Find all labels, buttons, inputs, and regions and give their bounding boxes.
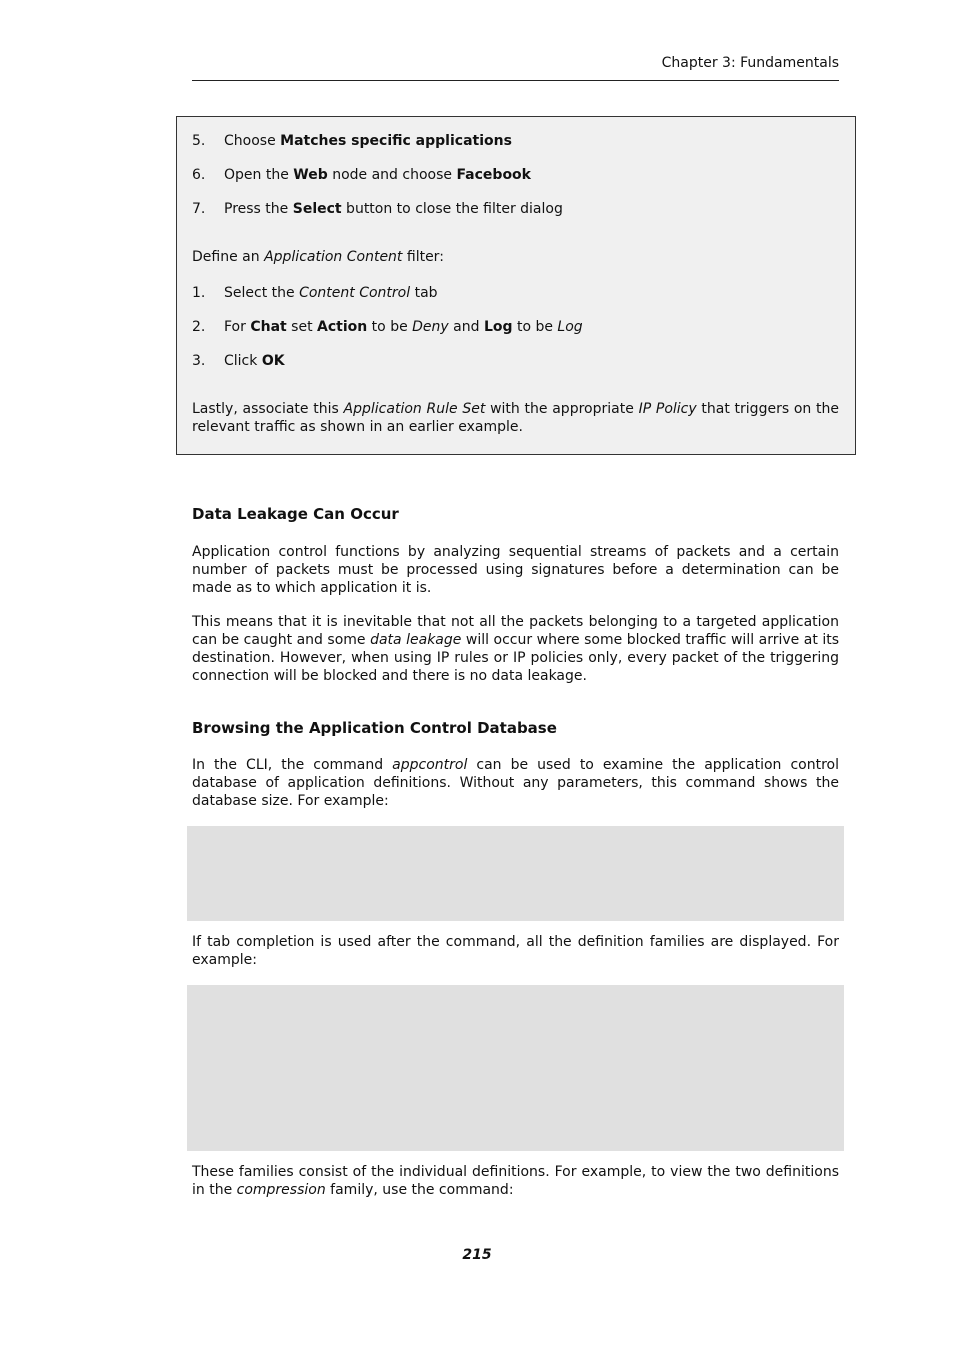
text-run: that triggers on the relevant traffic as shown in an earlier example. [192, 401, 840, 435]
text-run: and [448, 319, 484, 335]
italic-term: IP Policy [638, 401, 697, 417]
text-run: Select the [224, 285, 300, 301]
bold-term: Facebook [456, 167, 531, 183]
italic-term: Application Content [264, 249, 403, 265]
running-header: Chapter 3: Fundamentals [661, 55, 839, 71]
bold-term: Select [292, 201, 342, 217]
text-run: Define an [192, 249, 265, 265]
text-run: Open the [224, 167, 294, 183]
bold-term: Log [483, 319, 513, 335]
list-number: 3. [192, 353, 206, 369]
bold-term: Chat [250, 319, 287, 335]
list-text [224, 133, 512, 149]
define-paragraph [192, 248, 839, 266]
lastly-paragraph [192, 400, 839, 436]
page-number: 215 [462, 1247, 492, 1263]
text-run: node and choose [327, 167, 457, 183]
italic-term: Application Rule Set [343, 401, 486, 417]
text-run: These families consist of the individual definitions. For example, to view the two definitions in the [192, 1164, 839, 1198]
text-run: to be [512, 319, 558, 335]
procedure-box [176, 116, 856, 455]
list-text [224, 353, 285, 369]
body-paragraph [192, 756, 839, 810]
italic-term: Log [557, 319, 583, 335]
text-run: with the appropriate [485, 401, 639, 417]
list-number: 2. [192, 319, 206, 335]
body-paragraph [192, 1163, 839, 1199]
list-number: 7. [192, 201, 206, 217]
list-text [224, 319, 583, 335]
code-block [187, 826, 844, 921]
header-divider [192, 80, 839, 81]
italic-term: appcontrol [392, 757, 468, 773]
code-block [187, 985, 844, 1151]
body-paragraph: If tab completion is used after the command, all the definition families are displayed. For example: [192, 934, 839, 968]
italic-term: Deny [412, 319, 449, 335]
text-run: In the CLI, the command [192, 757, 393, 773]
list-number: 5. [192, 133, 206, 149]
list-number: 6. [192, 167, 206, 183]
section-heading: Data Leakage Can Occur [192, 505, 399, 523]
section-heading: Browsing the Application Control Database [192, 719, 557, 737]
text-run: button to close the filter dialog [341, 201, 563, 217]
body-paragraph [192, 613, 839, 685]
italic-term: compression [236, 1182, 326, 1198]
text-run: Choose [224, 133, 281, 149]
bold-term: Web [293, 167, 328, 183]
text-run: For [224, 319, 251, 335]
text-run: Click [224, 353, 262, 369]
bold-term: Action [317, 319, 368, 335]
text-run: family, use the command: [325, 1182, 514, 1198]
text-run: set [286, 319, 318, 335]
text-run: filter: [402, 249, 444, 265]
bold-term: OK [261, 353, 285, 369]
list-text [224, 167, 531, 183]
list-text [224, 285, 438, 301]
text-run: Lastly, associate this [192, 401, 344, 417]
text-run: tab [410, 285, 438, 301]
text-run: Press the [224, 201, 293, 217]
text-run: can be used to examine the application control database of application definitions. Without any parameters, this command shows the database size. For example: [192, 757, 839, 809]
text-run: This means that it is inevitable that not all the packets belonging to a targeted application can be caught and some [192, 614, 839, 648]
italic-term: data leakage [370, 632, 462, 648]
text-run: to be [367, 319, 413, 335]
body-paragraph: Application control functions by analyzing sequential streams of packets and a certain number of packets must be processed using signatures before a determination can be made as to which application it is. [192, 544, 839, 596]
italic-term: Content Control [299, 285, 411, 301]
text-run: will occur where some blocked traffic will arrive at its destination. However, when using IP rules or IP policies only, every packet of the triggering connection will be blocked and there is no data leakage. [192, 632, 840, 684]
list-number: 1. [192, 285, 206, 301]
bold-term: Matches specific applications [280, 133, 512, 149]
list-text [224, 201, 563, 217]
